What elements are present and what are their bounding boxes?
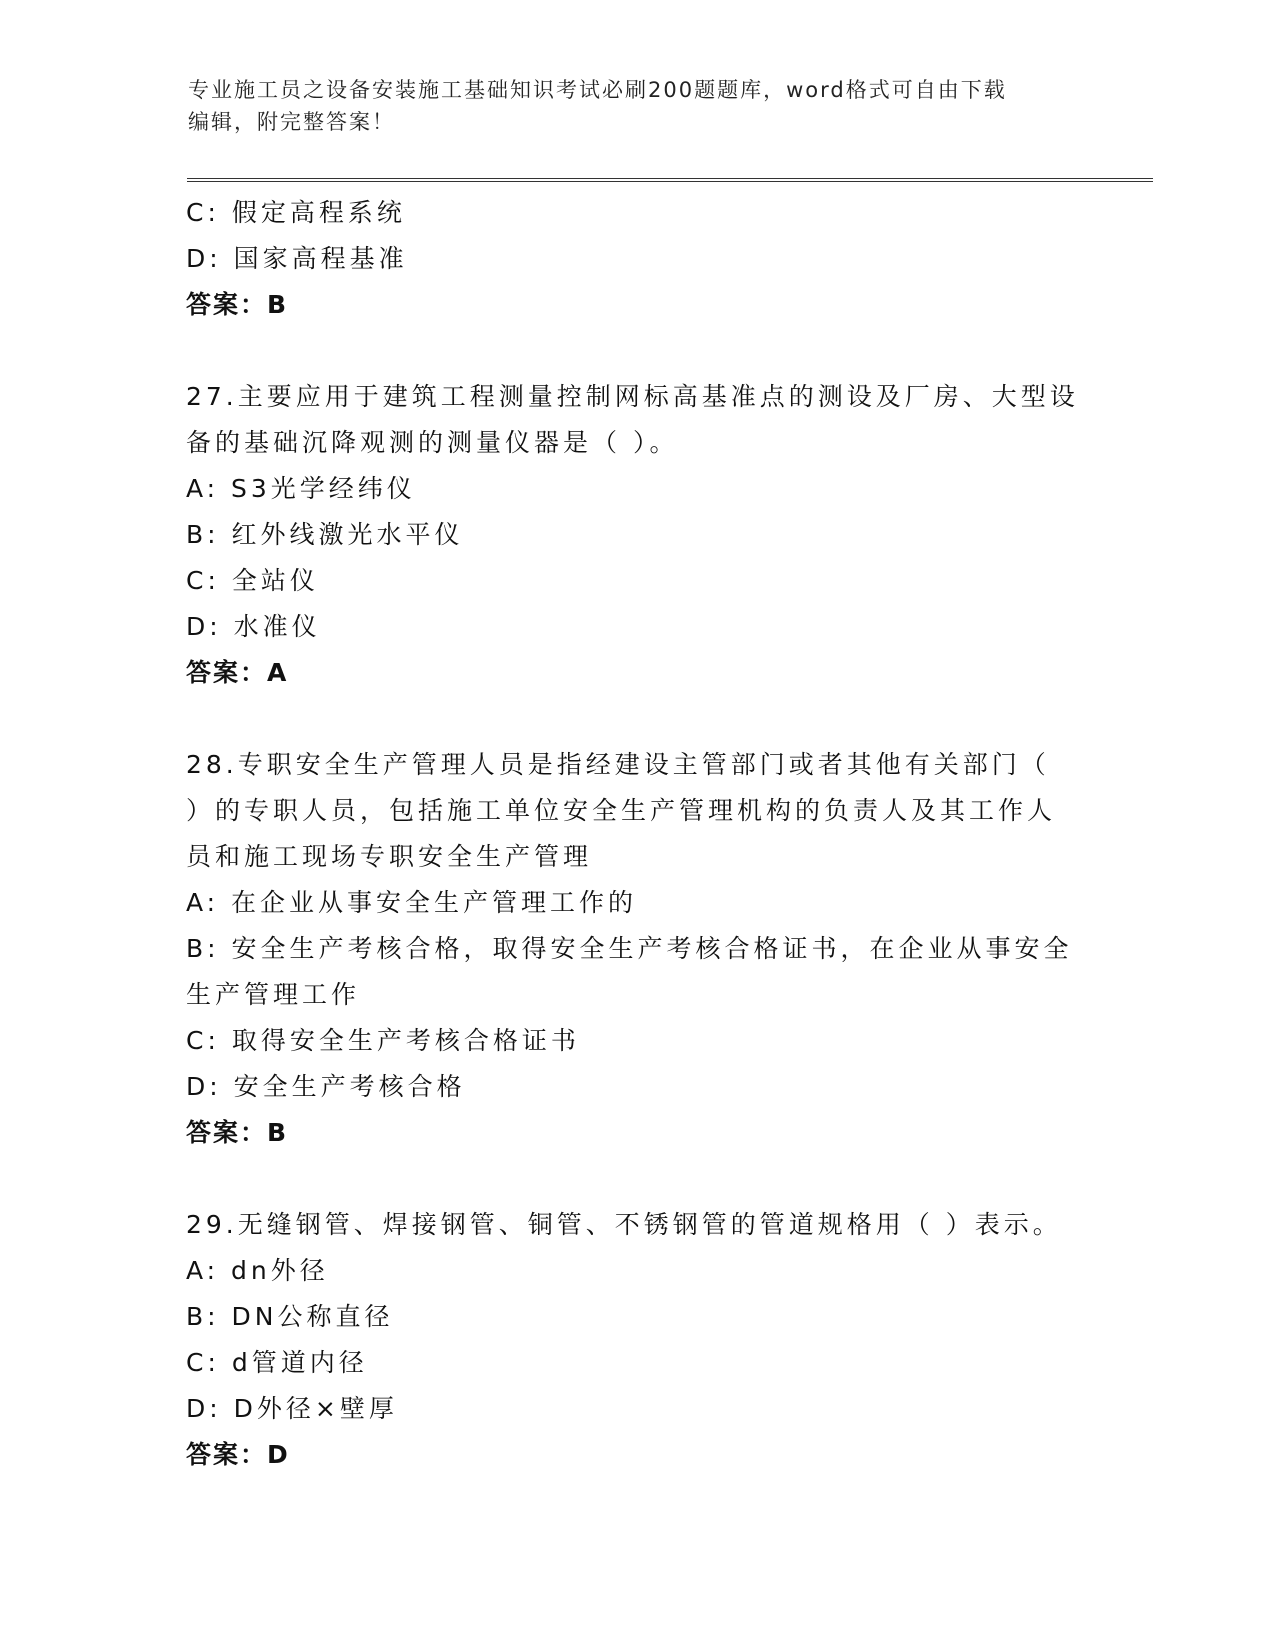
option-a: A: dn外径 (186, 1256, 329, 1285)
answer-line: 答案：D (186, 1440, 290, 1469)
header-title-line-1: 专业施工员之设备安装施工基础知识考试必刷200题题库，word格式可自由下载 (188, 78, 1007, 102)
question-stem-line: 27.主要应用于建筑工程测量控制网标高基准点的测设及厂房、大型设 (186, 382, 1079, 411)
answer-line: 答案：B (186, 290, 289, 319)
option-b: B: 红外线激光水平仪 (186, 520, 464, 549)
question-stem-line: 备的基础沉降观测的测量仪器是（ ）。 (186, 428, 679, 457)
question-29 (186, 1202, 1086, 1478)
option-d: D: 国家高程基准 (186, 244, 408, 273)
header-title-line-2: 编辑，附完整答案！ (188, 110, 395, 134)
question-stem-line: 28.专职安全生产管理人员是指经建设主管部门或者其他有关部门（ (186, 750, 1050, 779)
page-header (188, 74, 1068, 138)
option-b: B: 安全生产考核合格，取得安全生产考核合格证书，在企业从事安全 (186, 934, 1073, 963)
option-d: D: D外径×壁厚 (186, 1394, 398, 1423)
question-stem-line: 员和施工现场专职安全生产管理 (186, 842, 593, 871)
answer-line: 答案：A (186, 658, 289, 687)
document-body (186, 190, 1086, 1478)
option-b: B: DN公称直径 (186, 1302, 394, 1331)
option-c: C: 假定高程系统 (186, 198, 406, 227)
option-b-continued: 生产管理工作 (186, 980, 361, 1009)
option-a: A: 在企业从事安全生产管理工作的 (186, 888, 638, 917)
previous-question-tail (186, 190, 1086, 328)
question-stem-line: 29.无缝钢管、焊接钢管、铜管、不锈钢管的管道规格用（ ）表示。 (186, 1210, 1062, 1239)
header-divider (187, 178, 1153, 182)
option-d: D: 水准仪 (186, 612, 321, 641)
option-c: C: 全站仪 (186, 566, 319, 595)
option-c: C: 取得安全生产考核合格证书 (186, 1026, 580, 1055)
answer-line: 答案：B (186, 1118, 289, 1147)
option-d: D: 安全生产考核合格 (186, 1072, 466, 1101)
question-27 (186, 374, 1086, 696)
option-c: C: d管道内径 (186, 1348, 368, 1377)
question-stem-line: ）的专职人员，包括施工单位安全生产管理机构的负责人及其工作人 (186, 796, 1057, 825)
question-28 (186, 742, 1086, 1156)
option-a: A: S3光学经纬仪 (186, 474, 416, 503)
